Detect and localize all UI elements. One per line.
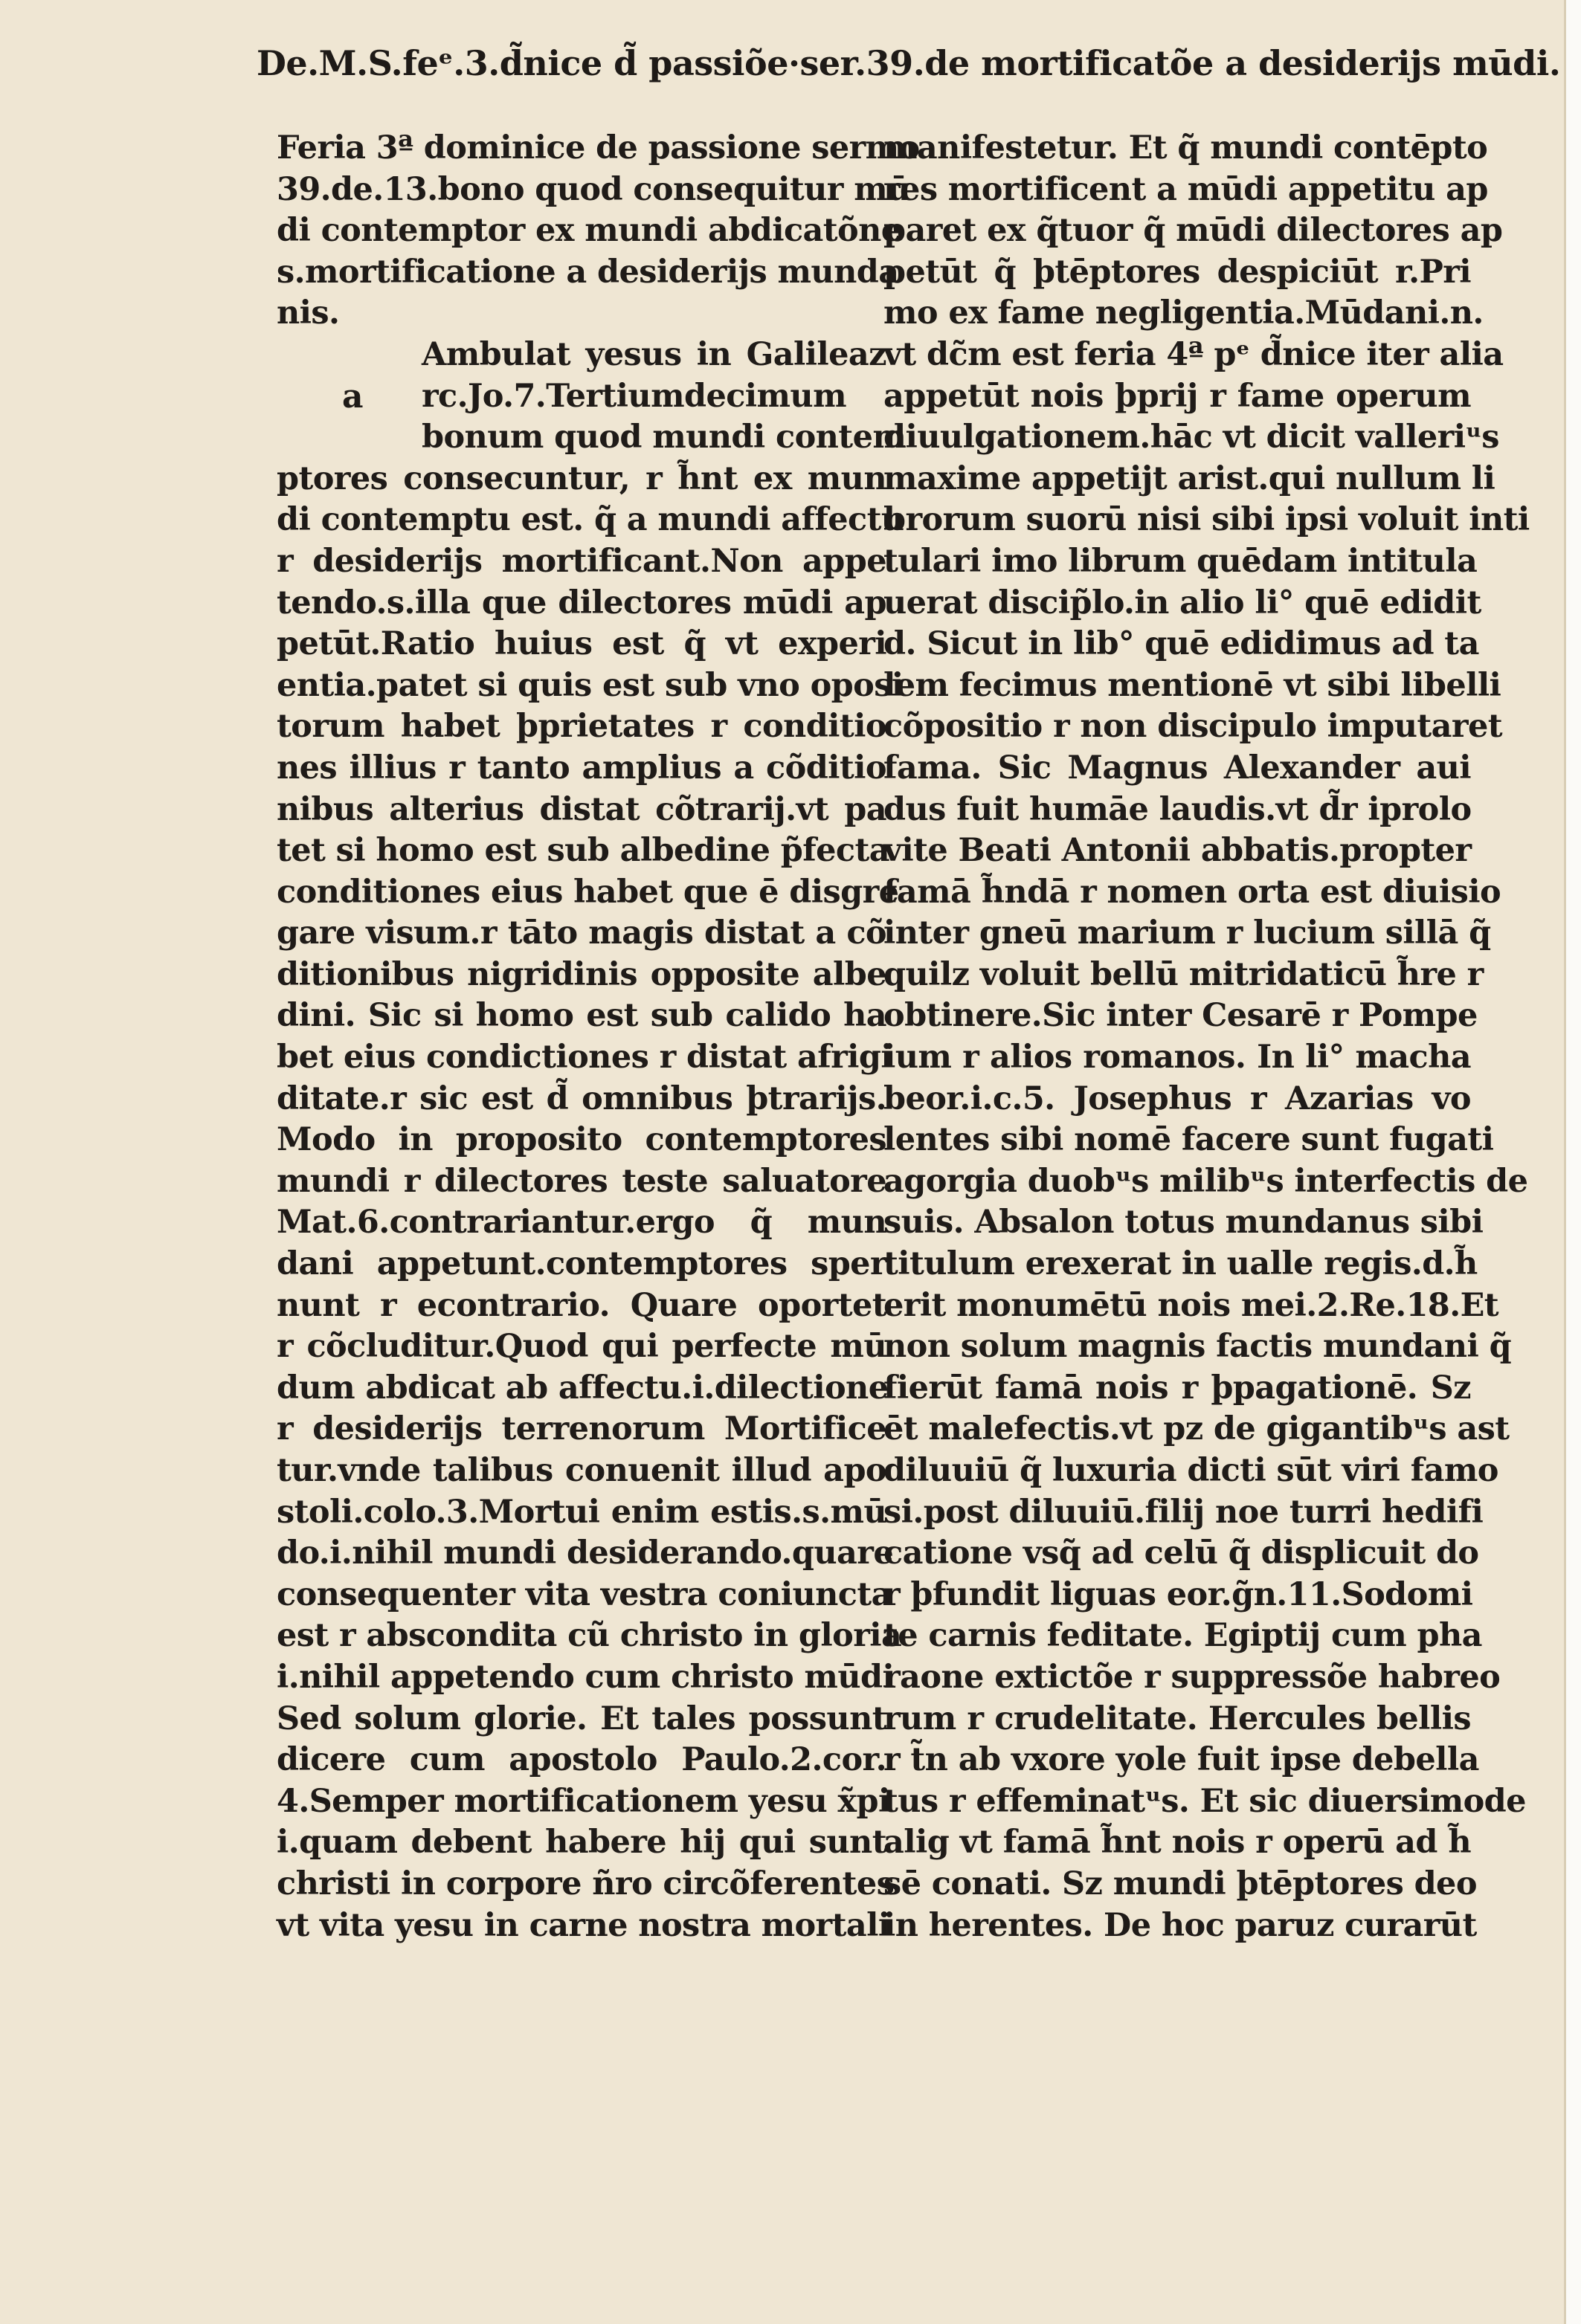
text-line: famā h̃ndā r nomen orta est diuisio (883, 873, 1501, 911)
text-line: cõpositio r non discipulo imputaret (883, 708, 1503, 746)
text-line: paret ex q̃tuor q̃ mūdi dilectores ap (883, 212, 1503, 250)
text-line: r þfundit liguas eor.g̃n.11.Sodomi (883, 1575, 1473, 1613)
text-line: est r abscondita cũ christo in gloria (277, 1617, 902, 1655)
text-line: beor.i.c.5. Josephus r Azarias vo (883, 1079, 1471, 1117)
text-line: tus r effeminatᵘs. Et sic diuersimode (883, 1782, 1526, 1820)
text-line: torum habet þprietates r conditio (277, 708, 886, 746)
text-line: inter gneū marium r lucium sillā q̃ (883, 914, 1491, 952)
text-line: d. Sicut in lib° quē edidimus ad ta (883, 625, 1479, 663)
text-line: Modo in proposito contemptores (277, 1121, 886, 1159)
text-line: 39.de.13.bono quod consequitur mū (277, 170, 910, 208)
text-line: diluuiū q̃ luxuria dicti sūt viri famo (883, 1452, 1498, 1489)
text-line: tulari imo librum quēdam intitula (883, 542, 1478, 580)
text-line: tendo.s.illa que dilectores mūdi ap (277, 584, 886, 622)
text-line: lentes sibi nomē facere sunt fugati (883, 1121, 1494, 1159)
text-line: nis. (277, 294, 340, 332)
text-line: nibus alterius distat cõtrarij.vt pa (277, 790, 886, 828)
text-line: fama. Sic Magnus Alexander aui (883, 749, 1471, 787)
text-line: ēt malefectis.vt pz de gigantibᵘs ast (883, 1410, 1510, 1448)
text-line: tet si homo est sub albedine p̃fecta (277, 832, 890, 870)
text-line: stoli.colo.3.Mortui enim estis.s.mū (277, 1493, 886, 1531)
scan-margin (1566, 0, 1581, 2324)
text-line: i.quam debent habere hij qui sunt (277, 1824, 886, 1862)
text-line: Sed solum glorie. Et tales possunt (277, 1700, 886, 1737)
text-line: si.post diluuiū.filij noe turri hedifi (883, 1493, 1484, 1531)
text-line: nes illius r tanto amplius a cõditio (277, 749, 886, 787)
text-line: bonum quod mundi contem (422, 419, 907, 456)
text-line: mo ex fame negligentia.Mūdani.n. (883, 294, 1484, 332)
text-line: vt dc̃m est feria 4ª pᵉ d̃nice iter alia (883, 335, 1504, 373)
text-line: r t̃n ab vxore yole fuit ipse debella (883, 1741, 1479, 1779)
text-line: dini. Sic si homo est sub calido ha (277, 997, 886, 1035)
text-line: res mortificent a mūdi appetitu ap (883, 170, 1488, 208)
text-line: maxime appetijt arist.qui nullum li (883, 459, 1495, 497)
text-line: r desiderijs terrenorum Mortifice (277, 1410, 886, 1448)
text-line: petūt q̃ þtēptores despiciūt r.Pri (883, 253, 1471, 291)
text-line: rum r crudelitate. Hercules bellis (883, 1700, 1471, 1737)
text-line: obtinere.Sic inter Cesarē r Pompe (883, 997, 1478, 1035)
text-line: Mat.6.contrariantur.ergo q̃ mun (277, 1204, 886, 1242)
text-line: r cõcluditur.Quod qui perfecte mū (277, 1328, 886, 1366)
text-line: manifestetur. Et q̃ mundi contēpto (883, 129, 1488, 167)
text-line: ium r alios romanos. In li° macha (883, 1039, 1471, 1077)
margin-letter: a (342, 378, 364, 416)
text-line: fierūt famā nois r þpagationē. Sz (883, 1369, 1471, 1407)
text-line: te carnis feditate. Egiptij cum pha (883, 1617, 1482, 1655)
text-line: christi in corpore ñro circõferentes (277, 1865, 895, 1902)
text-line: nunt r econtrario. Quare oportet (277, 1286, 886, 1324)
text-line: rc.Jo.7.Tertiumdecimum (422, 377, 846, 415)
running-head: De.M.S.feᵉ.3.d̃nice d̃ passiõe·ser.39.de mortificatõe a desiderijs mūdi. (257, 43, 1561, 83)
text-line: entia.patet si quis est sub vno oposi (277, 666, 904, 704)
text-line: Feria 3ª dominice de passione sermo (277, 129, 920, 167)
text-line: non solum magnis factis mundani q̃ (883, 1328, 1512, 1366)
text-line: conditiones eius habet que ē disgre (277, 873, 899, 911)
text-line: appetūt nois þprij r fame operum (883, 377, 1471, 415)
text-line: gare visum.r tāto magis distat a cõ (277, 914, 886, 952)
text-line: diuulgationem.hāc vt dicit valleriᵘs (883, 419, 1499, 456)
text-line: ditate.r sic est d̃ omnibus þtrarijs. (277, 1079, 886, 1117)
text-line: agorgia duobᵘs milibᵘs interfectis de (883, 1162, 1528, 1200)
text-line: di contemptor ex mundi abdicatõne (277, 212, 901, 250)
text-line: erit monumētū nois mei.2.Re.18.Et (883, 1286, 1499, 1324)
text-line: petūt.Ratio huius est q̃ vt experi (277, 625, 886, 663)
text-line: vite Beati Antonii abbatis.propter (883, 832, 1472, 870)
text-line: vt vita yesu in carne nostra mortali (277, 1906, 890, 1944)
text-line: r desiderijs mortificant.Non appe (277, 542, 886, 580)
text-line: uerat discip̃lo.in alio li° quē edidit (883, 584, 1481, 622)
text-line: ptores consecuntur, r h̃nt ex mun (277, 459, 886, 497)
text-line: s.mortificatione a desiderijs munda (277, 253, 899, 291)
text-line: raone extictõe r suppressõe habreo (883, 1658, 1501, 1696)
text-line: di contemptu est. q̃ a mundi affectu (277, 501, 904, 539)
text-line: sē conati. Sz mundi þtēptores deo (883, 1865, 1477, 1902)
text-line: dus fuit humāe laudis.vt d̃r iprolo (883, 790, 1472, 828)
text-line: bet eius condictiones r distat afrigi (277, 1039, 893, 1077)
text-line: brorum suorū nisi sibi ipsi voluit inti (883, 501, 1530, 539)
text-line: i.nihil appetendo cum christo mūdi (277, 1658, 895, 1696)
text-line: quilz voluit bellū mitridaticū h̃re r (883, 955, 1484, 993)
text-line: suis. Absalon totus mundanus sibi (883, 1204, 1484, 1242)
text-line: alig vt famā h̃nt nois r operū ad h̃ (883, 1824, 1471, 1862)
text-line: titulum erexerat in ualle regis.d.h̃ (883, 1245, 1478, 1283)
text-line: dum abdicat ab affectu.i.dilectione (277, 1369, 889, 1407)
text-line: lem fecimus mentionē vt sibi libelli (883, 666, 1501, 704)
text-line: tur.vnde talibus conuenit illud apo (277, 1452, 886, 1489)
text-line: consequenter vita vestra coniuncta (277, 1575, 892, 1613)
text-line: dani appetunt.contemptores sper (277, 1245, 886, 1283)
text-line: ditionibus nigridinis opposite albe (277, 955, 886, 993)
text-line: dicere cum apostolo Paulo.2.cor. (277, 1741, 886, 1779)
right-column (883, 128, 1530, 1946)
text-line: catione vsq̃ ad celū q̃ displicuit do (883, 1534, 1479, 1572)
text-line: Ambulat yesus in Galileaz (422, 335, 886, 373)
text-line: mundi r dilectores teste saluatore (277, 1162, 886, 1200)
left-column (277, 128, 920, 1946)
text-line: in herentes. De hoc paruz curarūt (883, 1906, 1477, 1944)
text-line: 4.Semper mortificationem yesu x̃pi (277, 1782, 890, 1820)
text-line: do.i.nihil mundi desiderando.quare (277, 1534, 894, 1572)
